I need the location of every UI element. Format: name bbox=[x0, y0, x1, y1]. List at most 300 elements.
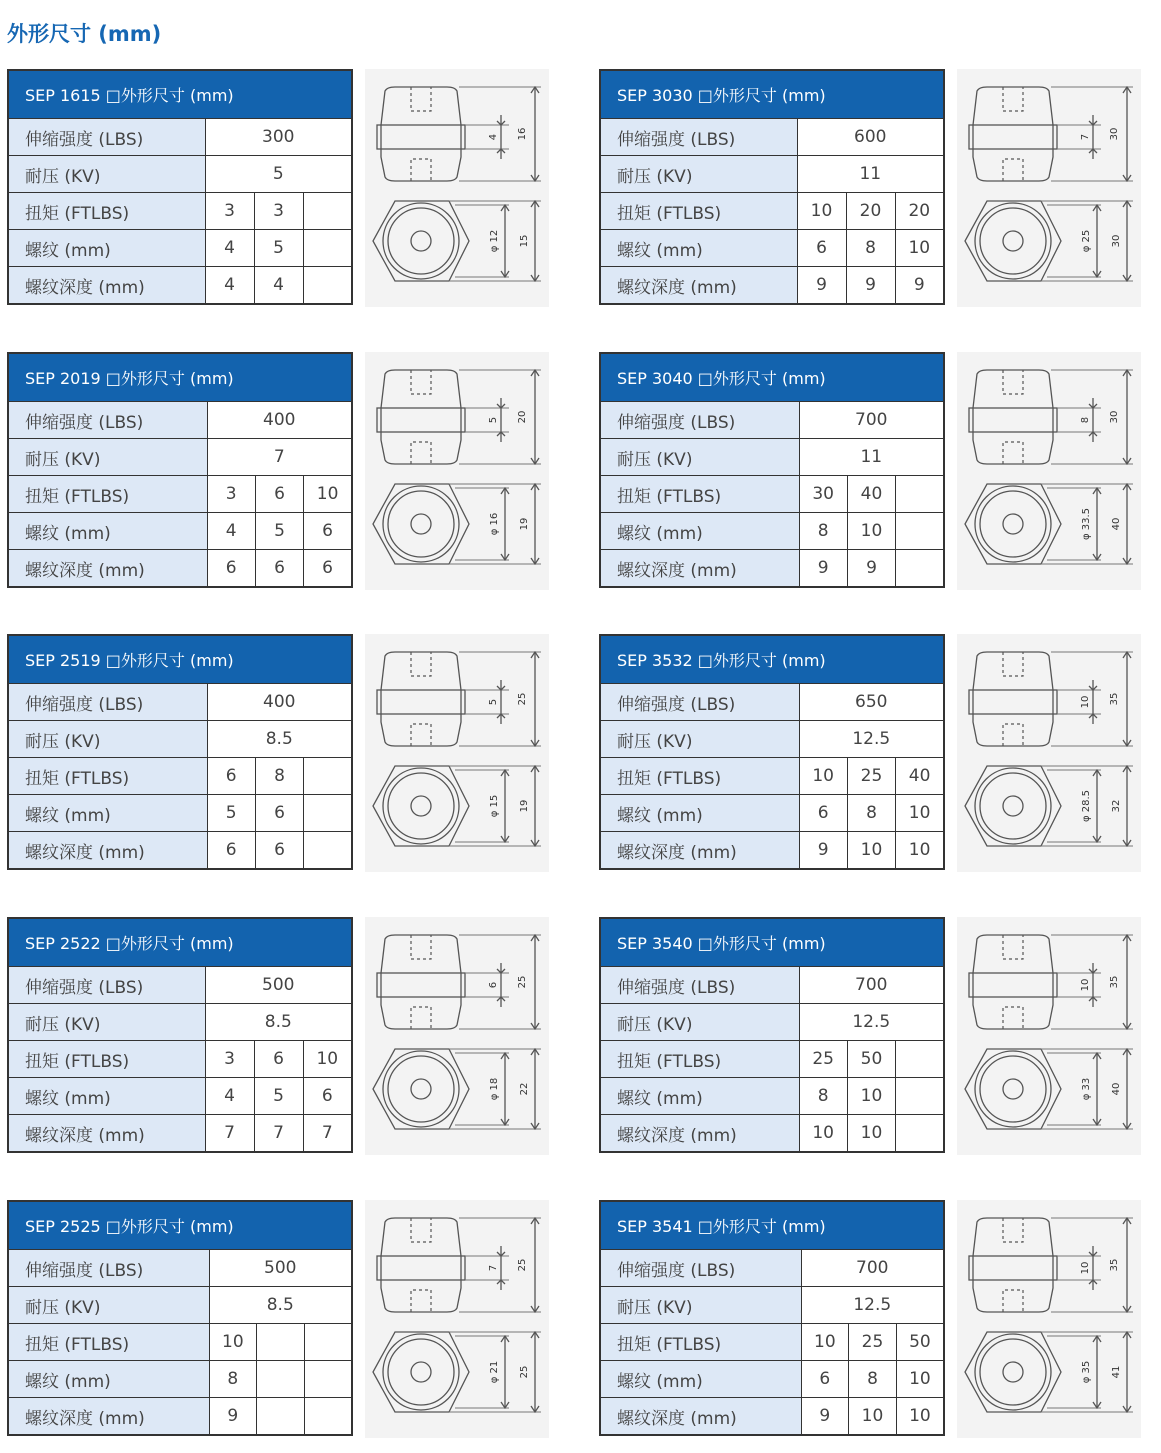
torque-value: 25 bbox=[799, 1041, 847, 1078]
thread-value: 10 bbox=[896, 1361, 944, 1398]
table-row bbox=[600, 1004, 944, 1041]
tensile-label: 伸缩强度 (LBS) bbox=[8, 1250, 209, 1287]
spec-table-title: SEP 1615 □外形尺寸 (mm) bbox=[8, 70, 352, 119]
thread-value: 4 bbox=[207, 513, 255, 550]
voltage-label: 耐压 (KV) bbox=[8, 439, 207, 476]
depth-label: 螺纹深度 (mm) bbox=[600, 267, 797, 305]
table-row bbox=[600, 1287, 944, 1324]
table-row bbox=[600, 1250, 944, 1287]
depth-label: 螺纹深度 (mm) bbox=[600, 550, 799, 588]
mid-dimension-label: 10 bbox=[1080, 1261, 1091, 1275]
voltage-value: 11 bbox=[797, 156, 944, 193]
spec-table-title: SEP 2519 □外形尺寸 (mm) bbox=[8, 635, 352, 684]
table-row bbox=[600, 439, 944, 476]
torque-label: 扭矩 (FTLBS) bbox=[8, 1324, 209, 1361]
table-row bbox=[8, 513, 352, 550]
torque-value: 6 bbox=[255, 476, 303, 513]
spec-table bbox=[599, 1200, 945, 1436]
depth-value: 9 bbox=[847, 550, 895, 588]
depth-value: 6 bbox=[207, 832, 255, 870]
table-row bbox=[600, 967, 944, 1004]
side-view bbox=[969, 652, 1133, 746]
thread-value: 6 bbox=[799, 795, 847, 832]
top-view bbox=[373, 201, 541, 281]
diameter-dimension-label: φ 15 bbox=[489, 794, 500, 818]
table-row bbox=[8, 550, 352, 588]
dimension-drawing bbox=[957, 1200, 1141, 1438]
thread-value: 6 bbox=[797, 230, 846, 267]
insulator-drawing-svg bbox=[957, 1200, 1141, 1438]
table-row bbox=[8, 1041, 352, 1078]
tensile-value: 700 bbox=[799, 402, 944, 439]
torque-value: 3 bbox=[207, 476, 255, 513]
spec-table-title: SEP 2525 □外形尺寸 (mm) bbox=[8, 1201, 352, 1250]
table-row bbox=[600, 795, 944, 832]
thread-value: 8 bbox=[846, 230, 895, 267]
spec-table-title: SEP 3040 □外形尺寸 (mm) bbox=[600, 353, 944, 402]
depth-label: 螺纹深度 (mm) bbox=[8, 550, 207, 588]
tensile-label: 伸缩强度 (LBS) bbox=[600, 1250, 801, 1287]
tensile-label: 伸缩强度 (LBS) bbox=[8, 119, 205, 156]
height-dimension-label: 30 bbox=[1109, 127, 1120, 141]
table-row bbox=[8, 1287, 352, 1324]
height-dimension-label: 20 bbox=[517, 410, 528, 424]
table-row bbox=[600, 402, 944, 439]
diameter-dimension-label: φ 21 bbox=[489, 1360, 500, 1384]
voltage-value: 12.5 bbox=[801, 1287, 944, 1324]
table-row bbox=[8, 1250, 352, 1287]
tensile-label: 伸缩强度 (LBS) bbox=[600, 967, 799, 1004]
voltage-label: 耐压 (KV) bbox=[600, 721, 799, 758]
table-row bbox=[8, 119, 352, 156]
tensile-value: 300 bbox=[205, 119, 352, 156]
product-block bbox=[599, 69, 1144, 309]
product-block bbox=[7, 917, 552, 1157]
diameter-dimension-label: φ 18 bbox=[489, 1077, 500, 1101]
torque-value: 8 bbox=[255, 758, 303, 795]
page-title: 外形尺寸 (mm) bbox=[7, 22, 162, 46]
thread-value: 5 bbox=[254, 230, 303, 267]
side-view bbox=[969, 935, 1133, 1029]
width-dimension-label: 32 bbox=[1111, 799, 1122, 813]
torque-value: 40 bbox=[896, 758, 944, 795]
product-block bbox=[599, 634, 1144, 874]
spec-table bbox=[599, 352, 945, 588]
spec-table bbox=[599, 917, 945, 1153]
tensile-value: 400 bbox=[207, 684, 352, 721]
tensile-label: 伸缩强度 (LBS) bbox=[8, 967, 205, 1004]
top-view bbox=[373, 1049, 541, 1129]
insulator-drawing-svg bbox=[957, 352, 1141, 590]
tensile-label: 伸缩强度 (LBS) bbox=[600, 402, 799, 439]
depth-value: 10 bbox=[847, 832, 895, 870]
insulator-drawing-svg bbox=[365, 1200, 549, 1438]
thread-value: 8 bbox=[799, 1078, 847, 1115]
table-row bbox=[8, 721, 352, 758]
voltage-label: 耐压 (KV) bbox=[600, 439, 799, 476]
spec-table-title: SEP 3541 □外形尺寸 (mm) bbox=[600, 1201, 944, 1250]
product-block bbox=[7, 352, 552, 592]
torque-value bbox=[304, 1324, 352, 1361]
thread-label: 螺纹 (mm) bbox=[8, 513, 207, 550]
mid-dimension-label: 5 bbox=[488, 698, 499, 706]
thread-value bbox=[303, 230, 352, 267]
spec-table bbox=[7, 352, 353, 588]
mid-dimension-label: 8 bbox=[1080, 416, 1091, 424]
tensile-value: 700 bbox=[801, 1250, 944, 1287]
voltage-label: 耐压 (KV) bbox=[8, 1287, 209, 1324]
thread-value bbox=[896, 513, 944, 550]
side-view bbox=[377, 87, 541, 181]
torque-value: 10 bbox=[303, 1041, 352, 1078]
torque-value bbox=[896, 476, 944, 513]
depth-value: 7 bbox=[303, 1115, 352, 1153]
product-block bbox=[7, 634, 552, 874]
mid-dimension-label: 10 bbox=[1080, 695, 1091, 709]
torque-value: 3 bbox=[254, 193, 303, 230]
width-dimension-label: 22 bbox=[519, 1082, 530, 1096]
top-view bbox=[965, 766, 1133, 846]
mid-dimension-label: 4 bbox=[488, 133, 499, 141]
side-view bbox=[377, 1218, 541, 1312]
height-dimension-label: 25 bbox=[517, 975, 528, 989]
depth-value: 9 bbox=[797, 267, 846, 305]
thread-label: 螺纹 (mm) bbox=[600, 1078, 799, 1115]
voltage-value: 8.5 bbox=[209, 1287, 352, 1324]
mid-dimension-label: 6 bbox=[488, 981, 499, 989]
height-dimension-label: 30 bbox=[1109, 410, 1120, 424]
voltage-value: 8.5 bbox=[205, 1004, 352, 1041]
dimension-drawing bbox=[365, 69, 549, 307]
width-dimension-label: 15 bbox=[519, 234, 530, 248]
depth-value: 6 bbox=[255, 550, 303, 588]
table-row bbox=[8, 795, 352, 832]
depth-value: 6 bbox=[255, 832, 303, 870]
side-view bbox=[969, 87, 1133, 181]
table-row bbox=[8, 1361, 352, 1398]
table-row bbox=[600, 758, 944, 795]
thread-value: 6 bbox=[303, 1078, 352, 1115]
spec-table bbox=[599, 69, 945, 305]
depth-label: 螺纹深度 (mm) bbox=[600, 1398, 801, 1436]
torque-label: 扭矩 (FTLBS) bbox=[8, 1041, 205, 1078]
depth-label: 螺纹深度 (mm) bbox=[8, 1398, 209, 1436]
thread-value: 5 bbox=[254, 1078, 303, 1115]
tensile-label: 伸缩强度 (LBS) bbox=[600, 684, 799, 721]
product-block bbox=[599, 917, 1144, 1157]
torque-value: 25 bbox=[849, 1324, 897, 1361]
voltage-value: 12.5 bbox=[799, 1004, 944, 1041]
tensile-value: 500 bbox=[209, 1250, 352, 1287]
thread-value bbox=[896, 1078, 944, 1115]
voltage-value: 11 bbox=[799, 439, 944, 476]
side-view bbox=[969, 370, 1133, 464]
table-row bbox=[8, 832, 352, 870]
product-block bbox=[7, 1200, 552, 1440]
table-row bbox=[8, 1398, 352, 1436]
spec-table-title: SEP 3540 □外形尺寸 (mm) bbox=[600, 918, 944, 967]
thread-value bbox=[304, 795, 352, 832]
torque-value: 10 bbox=[799, 758, 847, 795]
side-view bbox=[377, 935, 541, 1029]
width-dimension-label: 19 bbox=[519, 799, 530, 813]
table-row bbox=[600, 550, 944, 588]
product-block bbox=[7, 69, 552, 309]
table-row bbox=[600, 1398, 944, 1436]
width-dimension-label: 40 bbox=[1111, 517, 1122, 531]
torque-label: 扭矩 (FTLBS) bbox=[8, 758, 207, 795]
thread-value: 8 bbox=[799, 513, 847, 550]
depth-value: 10 bbox=[847, 1115, 895, 1153]
table-row bbox=[8, 1115, 352, 1153]
table-row bbox=[600, 1078, 944, 1115]
spec-table-title: SEP 2019 □外形尺寸 (mm) bbox=[8, 353, 352, 402]
diameter-dimension-label: φ 35 bbox=[1081, 1360, 1092, 1384]
dimension-drawing bbox=[365, 917, 549, 1155]
spec-table bbox=[7, 917, 353, 1153]
mid-dimension-label: 5 bbox=[488, 416, 499, 424]
voltage-value: 7 bbox=[207, 439, 352, 476]
width-dimension-label: 19 bbox=[519, 517, 530, 531]
thread-label: 螺纹 (mm) bbox=[600, 513, 799, 550]
product-block bbox=[599, 1200, 1144, 1440]
torque-value: 20 bbox=[846, 193, 895, 230]
insulator-drawing-svg bbox=[365, 69, 549, 307]
table-row bbox=[8, 1004, 352, 1041]
table-row bbox=[8, 402, 352, 439]
height-dimension-label: 35 bbox=[1109, 692, 1120, 706]
table-row bbox=[8, 267, 352, 305]
side-view bbox=[377, 652, 541, 746]
torque-value: 50 bbox=[896, 1324, 944, 1361]
torque-value: 20 bbox=[895, 193, 944, 230]
table-row bbox=[600, 267, 944, 305]
depth-value: 4 bbox=[205, 267, 254, 305]
torque-label: 扭矩 (FTLBS) bbox=[600, 476, 799, 513]
thread-value: 6 bbox=[304, 513, 352, 550]
torque-value bbox=[896, 1041, 944, 1078]
depth-label: 螺纹深度 (mm) bbox=[600, 832, 799, 870]
torque-value: 10 bbox=[304, 476, 352, 513]
torque-value: 10 bbox=[801, 1324, 849, 1361]
torque-label: 扭矩 (FTLBS) bbox=[600, 1324, 801, 1361]
spec-table bbox=[7, 634, 353, 870]
diameter-dimension-label: φ 33 bbox=[1081, 1077, 1092, 1101]
top-view bbox=[373, 766, 541, 846]
thread-label: 螺纹 (mm) bbox=[8, 230, 205, 267]
torque-value: 10 bbox=[797, 193, 846, 230]
dimension-drawing bbox=[957, 917, 1141, 1155]
top-view bbox=[965, 1332, 1133, 1412]
table-row bbox=[8, 1324, 352, 1361]
mid-dimension-label: 10 bbox=[1080, 978, 1091, 992]
mid-dimension-label: 7 bbox=[1080, 133, 1091, 141]
voltage-label: 耐压 (KV) bbox=[600, 156, 797, 193]
thread-value: 6 bbox=[801, 1361, 849, 1398]
spec-table-title: SEP 3532 □外形尺寸 (mm) bbox=[600, 635, 944, 684]
thread-label: 螺纹 (mm) bbox=[600, 230, 797, 267]
torque-value bbox=[303, 193, 352, 230]
table-row bbox=[600, 832, 944, 870]
thread-value: 6 bbox=[255, 795, 303, 832]
thread-value: 4 bbox=[205, 1078, 254, 1115]
insulator-drawing-svg bbox=[957, 634, 1141, 872]
thread-value: 8 bbox=[847, 795, 895, 832]
tensile-value: 400 bbox=[207, 402, 352, 439]
thread-value: 10 bbox=[847, 513, 895, 550]
width-dimension-label: 40 bbox=[1111, 1082, 1122, 1096]
diameter-dimension-label: φ 28.5 bbox=[1081, 789, 1092, 823]
torque-value: 50 bbox=[847, 1041, 895, 1078]
spec-table bbox=[7, 1200, 353, 1436]
table-row bbox=[8, 967, 352, 1004]
thread-label: 螺纹 (mm) bbox=[8, 795, 207, 832]
tensile-value: 700 bbox=[799, 967, 944, 1004]
tensile-label: 伸缩强度 (LBS) bbox=[600, 119, 797, 156]
top-view bbox=[373, 1332, 541, 1412]
voltage-value: 8.5 bbox=[207, 721, 352, 758]
spec-table bbox=[7, 69, 353, 305]
depth-label: 螺纹深度 (mm) bbox=[600, 1115, 799, 1153]
top-view bbox=[965, 1049, 1133, 1129]
tensile-label: 伸缩强度 (LBS) bbox=[8, 684, 207, 721]
top-view bbox=[965, 201, 1133, 281]
top-view bbox=[965, 484, 1133, 564]
insulator-drawing-svg bbox=[957, 917, 1141, 1155]
torque-value: 6 bbox=[207, 758, 255, 795]
thread-label: 螺纹 (mm) bbox=[600, 795, 799, 832]
tensile-label: 伸缩强度 (LBS) bbox=[8, 402, 207, 439]
table-row bbox=[8, 1078, 352, 1115]
depth-value: 4 bbox=[254, 267, 303, 305]
depth-label: 螺纹深度 (mm) bbox=[8, 1115, 205, 1153]
depth-value: 6 bbox=[304, 550, 352, 588]
table-row bbox=[600, 193, 944, 230]
torque-label: 扭矩 (FTLBS) bbox=[600, 1041, 799, 1078]
tensile-value: 650 bbox=[799, 684, 944, 721]
insulator-drawing-svg bbox=[365, 917, 549, 1155]
depth-value: 10 bbox=[896, 832, 944, 870]
depth-value bbox=[257, 1398, 305, 1436]
thread-value: 8 bbox=[209, 1361, 257, 1398]
voltage-value: 12.5 bbox=[799, 721, 944, 758]
depth-value: 9 bbox=[895, 267, 944, 305]
depth-label: 螺纹深度 (mm) bbox=[8, 267, 205, 305]
thread-label: 螺纹 (mm) bbox=[8, 1361, 209, 1398]
dimension-drawing bbox=[365, 634, 549, 872]
dimension-drawing bbox=[365, 1200, 549, 1438]
thread-value: 10 bbox=[847, 1078, 895, 1115]
torque-value bbox=[304, 758, 352, 795]
depth-value: 9 bbox=[209, 1398, 257, 1436]
table-row bbox=[600, 156, 944, 193]
thread-value: 8 bbox=[849, 1361, 897, 1398]
depth-value: 7 bbox=[205, 1115, 254, 1153]
table-row bbox=[8, 476, 352, 513]
torque-label: 扭矩 (FTLBS) bbox=[600, 758, 799, 795]
thread-value: 10 bbox=[896, 795, 944, 832]
torque-label: 扭矩 (FTLBS) bbox=[8, 476, 207, 513]
depth-label: 螺纹深度 (mm) bbox=[8, 832, 207, 870]
table-row bbox=[600, 1361, 944, 1398]
table-row bbox=[600, 1324, 944, 1361]
diameter-dimension-label: φ 12 bbox=[489, 229, 500, 253]
thread-label: 螺纹 (mm) bbox=[8, 1078, 205, 1115]
depth-value: 10 bbox=[849, 1398, 897, 1436]
depth-value: 7 bbox=[254, 1115, 303, 1153]
table-row bbox=[600, 1041, 944, 1078]
depth-value bbox=[304, 832, 352, 870]
table-row bbox=[8, 439, 352, 476]
torque-value: 30 bbox=[799, 476, 847, 513]
top-view bbox=[373, 484, 541, 564]
height-dimension-label: 25 bbox=[517, 692, 528, 706]
dimension-drawing bbox=[957, 352, 1141, 590]
table-row bbox=[600, 513, 944, 550]
height-dimension-label: 35 bbox=[1109, 975, 1120, 989]
width-dimension-label: 25 bbox=[519, 1365, 530, 1379]
insulator-drawing-svg bbox=[957, 69, 1141, 307]
thread-value: 4 bbox=[205, 230, 254, 267]
table-row bbox=[8, 230, 352, 267]
depth-value: 9 bbox=[846, 267, 895, 305]
torque-value: 3 bbox=[205, 1041, 254, 1078]
voltage-label: 耐压 (KV) bbox=[8, 1004, 205, 1041]
thread-value bbox=[304, 1361, 352, 1398]
table-row bbox=[8, 193, 352, 230]
table-row bbox=[600, 119, 944, 156]
voltage-label: 耐压 (KV) bbox=[8, 721, 207, 758]
depth-value: 10 bbox=[799, 1115, 847, 1153]
table-row bbox=[600, 721, 944, 758]
voltage-label: 耐压 (KV) bbox=[600, 1287, 801, 1324]
torque-value: 6 bbox=[254, 1041, 303, 1078]
torque-value: 40 bbox=[847, 476, 895, 513]
thread-label: 螺纹 (mm) bbox=[600, 1361, 801, 1398]
diameter-dimension-label: φ 33.5 bbox=[1081, 507, 1092, 541]
product-block bbox=[599, 352, 1144, 592]
spec-table-title: SEP 3030 □外形尺寸 (mm) bbox=[600, 70, 944, 119]
thread-value bbox=[257, 1361, 305, 1398]
torque-value bbox=[257, 1324, 305, 1361]
depth-value bbox=[896, 550, 944, 588]
depth-value: 9 bbox=[799, 832, 847, 870]
table-row bbox=[600, 1115, 944, 1153]
diameter-dimension-label: φ 16 bbox=[489, 512, 500, 536]
depth-value bbox=[303, 267, 352, 305]
table-row bbox=[8, 156, 352, 193]
table-row bbox=[8, 758, 352, 795]
dimension-drawing bbox=[365, 352, 549, 590]
height-dimension-label: 35 bbox=[1109, 1258, 1120, 1272]
table-row bbox=[600, 476, 944, 513]
insulator-drawing-svg bbox=[365, 352, 549, 590]
voltage-label: 耐压 (KV) bbox=[8, 156, 205, 193]
tensile-value: 500 bbox=[205, 967, 352, 1004]
torque-value: 3 bbox=[205, 193, 254, 230]
thread-value: 10 bbox=[895, 230, 944, 267]
table-row bbox=[8, 684, 352, 721]
thread-value: 5 bbox=[255, 513, 303, 550]
mid-dimension-label: 7 bbox=[488, 1264, 499, 1272]
torque-value: 25 bbox=[847, 758, 895, 795]
table-row bbox=[600, 684, 944, 721]
torque-label: 扭矩 (FTLBS) bbox=[8, 193, 205, 230]
height-dimension-label: 25 bbox=[517, 1258, 528, 1272]
spec-table-title: SEP 2522 □外形尺寸 (mm) bbox=[8, 918, 352, 967]
table-row bbox=[600, 230, 944, 267]
dimension-drawing bbox=[957, 69, 1141, 307]
